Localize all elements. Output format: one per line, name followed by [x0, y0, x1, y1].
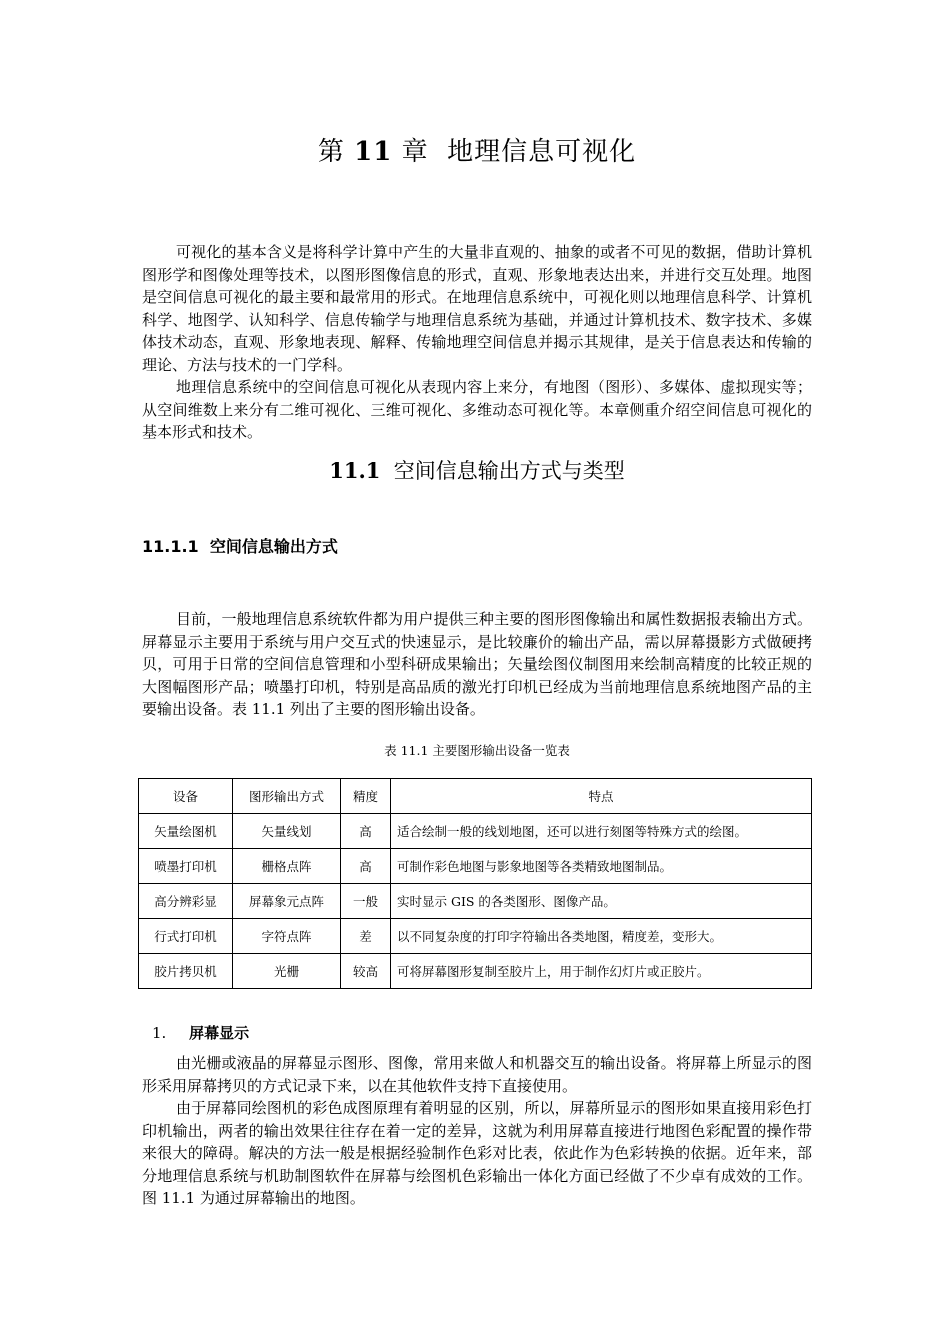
cell-features: 可制作彩色地图与影象地图等各类精致地图制品。	[391, 849, 812, 884]
table-row	[139, 884, 812, 919]
section-number: 11.1	[329, 458, 381, 483]
body-paragraph-2: 由光栅或液晶的屏幕显示图形、图像，常用来做人和机器交互的输出设备。将屏幕上所显示的图形采用屏幕拷贝的方式记录下来，以在其他软件支持下直接使用。	[142, 1054, 812, 1095]
table-row	[139, 849, 812, 884]
subsection-title	[142, 535, 338, 559]
table-row	[139, 919, 812, 954]
cell-features: 可将屏幕图形复制至胶片上，用于制作幻灯片或正胶片。	[391, 954, 812, 989]
output-devices-table	[138, 778, 812, 989]
table-caption: 表 11.1 主要图形输出设备一览表	[384, 743, 570, 758]
cell-device: 行式打印机	[139, 919, 233, 954]
cell-device: 矢量绘图机	[139, 814, 233, 849]
cell-features: 以不同复杂度的打印字符输出各类地图，精度差，变形大。	[391, 919, 812, 954]
body-paragraph-1: 目前，一般地理信息系统软件都为用户提供三种主要的图形图像输出和属性数据报表输出方式。屏幕显示主要用于系统与用户交互式的快速显示，是比较廉价的输出产品，需以屏幕摄影方式做硬拷贝，可用于日常的空间信息管理和小型科研成果输出；矢量绘图仪制图用来绘制高精度的比较正规的大图幅图形产品；喷墨打印机，特别是高品质的激光打印机已经成为当前地理信息系统地图产品的主要输出设备。表 11.1 列出了主要的图形输出设备。	[142, 610, 812, 718]
cell-output-method: 光栅	[233, 954, 341, 989]
cell-precision: 高	[341, 849, 391, 884]
header-features: 特点	[391, 779, 812, 814]
chapter-title-text: 地理信息可视化	[447, 137, 637, 167]
chapter-suffix: 章	[401, 137, 429, 167]
subsection-number: 11.1.1	[142, 537, 199, 556]
chapter-prefix: 第	[317, 137, 345, 167]
intro-paragraph-2: 地理信息系统中的空间信息可视化从表现内容上来分，有地图（图形）、多媒体、虚拟现实等；从空间维数上来分有二维可视化、三维可视化、多维动态可视化等。本章侧重介绍空间信息可视化的基本形式和技术。	[142, 378, 812, 441]
section-title	[142, 456, 812, 486]
cell-features: 适合绘制一般的线划地图，还可以进行刻图等特殊方式的绘图。	[391, 814, 812, 849]
header-precision: 精度	[341, 779, 391, 814]
cell-precision: 差	[341, 919, 391, 954]
body-paragraph-3: 由于屏幕同绘图机的彩色成图原理有着明显的区别，所以，屏幕所显示的图形如果直接用彩色打印机输出，两者的输出效果往往存在着一定的差异，这就为利用屏幕直接进行地图色彩配置的操作带来很大的障碍。解决的方法一般是根据经验制作色彩对比表，依此作为色彩转换的依据。近年来，部分地理信息系统与机助制图软件在屏幕与绘图机色彩输出一体化方面已经做了不少卓有成效的工作。图 11.1 为通过屏幕输出的地图。	[142, 1099, 812, 1207]
list-number: 1.	[152, 1024, 167, 1042]
cell-device: 喷墨打印机	[139, 849, 233, 884]
section-title-text: 空间信息输出方式与类型	[393, 459, 625, 483]
cell-precision: 高	[341, 814, 391, 849]
table-header-row	[139, 779, 812, 814]
cell-device: 胶片拷贝机	[139, 954, 233, 989]
cell-output-method: 屏幕象元点阵	[233, 884, 341, 919]
cell-output-method: 栅格点阵	[233, 849, 341, 884]
chapter-title	[142, 132, 812, 172]
subsection-title-text: 空间信息输出方式	[209, 537, 338, 556]
header-output-method: 图形输出方式	[233, 779, 341, 814]
list-label: 屏幕显示	[189, 1024, 250, 1042]
table-row	[139, 954, 812, 989]
cell-device: 高分辨彩显	[139, 884, 233, 919]
cell-output-method: 矢量线划	[233, 814, 341, 849]
header-device: 设备	[139, 779, 233, 814]
cell-precision: 较高	[341, 954, 391, 989]
cell-features: 实时显示 GIS 的各类图形、图像产品。	[391, 884, 812, 919]
chapter-number: 11	[354, 137, 393, 167]
cell-output-method: 字符点阵	[233, 919, 341, 954]
list-heading-screen-display	[152, 1022, 249, 1044]
table-row	[139, 814, 812, 849]
cell-precision: 一般	[341, 884, 391, 919]
intro-paragraph-1: 可视化的基本含义是将科学计算中产生的大量非直观的、抽象的或者不可见的数据，借助计算机图形学和图像处理等技术，以图形图像信息的形式，直观、形象地表达出来，并进行交互处理。地图是空间信息可视化的最主要和最常用的形式。在地理信息系统中，可视化则以地理信息科学、计算机科学、地图学、认知科学、信息传输学与地理信息系统为基础，并通过计算机技术、数字技术、多媒体技术动态，直观、形象地表现、解释、传输地理空间信息并揭示其规律，是关于信息表达和传输的理论、方法与技术的一门学科。	[142, 243, 812, 374]
